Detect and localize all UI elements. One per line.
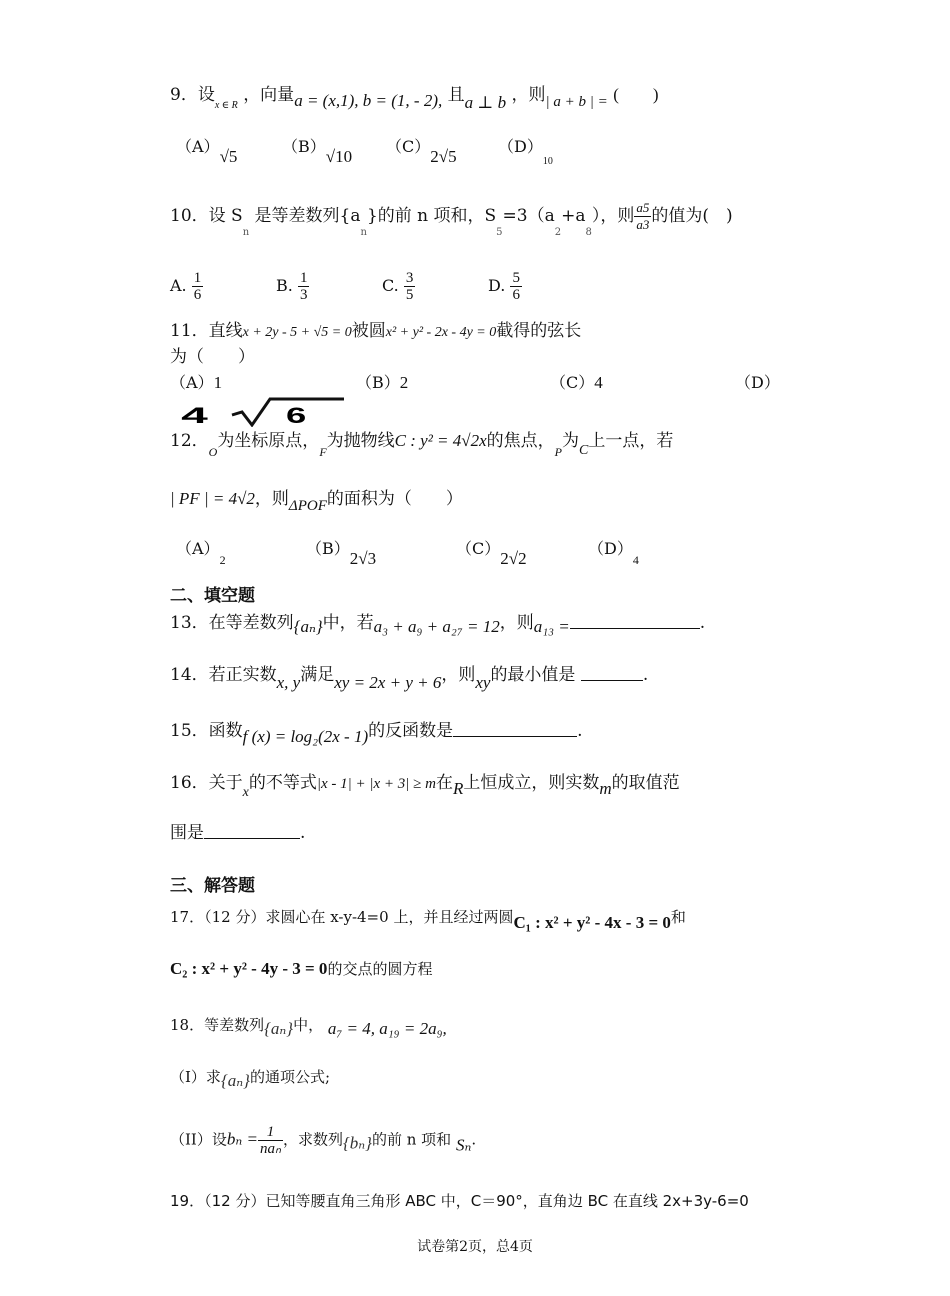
q9-expression: | a + b | =: [545, 94, 608, 110]
q11-option-d-image: [178, 395, 346, 427]
section-fill-in-heading: 二、填空题: [170, 586, 255, 606]
section-solve-heading: 三、解答题: [170, 876, 255, 896]
q11-d-four: 4: [181, 402, 208, 427]
q9-text: ，则: [511, 85, 546, 105]
q12-option-b: （B）2√3: [306, 539, 377, 568]
q9-perpendicular: a ⊥ b: [464, 93, 507, 112]
question-16: 16．关于$_x$的不等式|x - 1| + |x + 3| ≥ m在R上恒成立，则实数m的取值范: [170, 773, 680, 800]
question-9: [170, 82, 659, 119]
question-18: 18．等差数列{aₙ}中， a₇ = 4, a₁₉ = 2a₉,: [170, 1016, 447, 1038]
q9-option-a: （A）√5: [176, 137, 238, 166]
q16-answer-blank[interactable]: [204, 822, 300, 839]
q15-answer-blank[interactable]: [453, 720, 577, 737]
q11-option-c: （C）4: [550, 373, 603, 392]
q10-fraction: $\frac{a5}{a3}$: [636, 200, 650, 232]
question-10: 10．设 $S_n$ 是等差数列$\{a_n\}$的前 n 项和，$S_5=3(a_2+a_8)$，则 $\frac{a5}{a3}$ 的值为( ): [170, 200, 733, 238]
q11-option-b: （B）2: [356, 373, 409, 392]
question-11-line2: 为（ ）: [170, 347, 255, 367]
question-17: 17．（12 分）求圆心在 x-y-4=0 上，并且经过两圆C₁ : x² + y² - 4x - 3 = 0和: [170, 908, 686, 932]
q12-option-c: （C）2√2: [456, 539, 527, 568]
q10-option-d: D. $\frac{5}{6}$: [488, 270, 520, 303]
q12-option-d: $(D)_4$: [588, 539, 639, 567]
q9-text: 且: [447, 85, 465, 105]
question-19: 19．（12 分）已知等腰直角三角形 ABC 中，C＝90°，直角边 BC 在直线 2x+3y-6=0: [170, 1192, 749, 1210]
q11-d-six: 6: [286, 403, 307, 427]
question-18-part1: （I）求{aₙ}的通项公式;: [170, 1068, 330, 1090]
q9-option-c: （C）2√5: [386, 137, 457, 166]
q10-option-a: A. $\frac{1}{6}$: [170, 270, 202, 303]
question-12: 12．$_O$为坐标原点，$_F$为抛物线C : y² = 4√2x的焦点，$_P$为$_C$上一点，若: [170, 431, 674, 459]
q9-answer-paren: ( ): [613, 85, 659, 104]
question-16-line2: 围是 .: [170, 823, 306, 843]
q13-answer-blank[interactable]: [570, 612, 700, 629]
q9-condition: x ∈ R: [214, 100, 238, 111]
q12-option-a: $(A)_2$: [176, 539, 226, 567]
question-17-line2: C₂ : x² + y² - 4y - 3 = 0的交点的圆方程: [170, 959, 433, 978]
q9-vectors: a = (x,1), b = (1, - 2),: [294, 91, 443, 110]
q14-answer-blank[interactable]: [581, 664, 643, 681]
question-18-part2: （II）设bₙ = $\frac{1}{\text{naₙ}}$ ，求数列{bₙ}的前 n 项和 Sₙ.: [170, 1124, 477, 1157]
question-13: 13．在等差数列{aₙ}中，若a₃ + a₉ + a₂₇ = 12，则a₁₃ = .: [170, 613, 706, 636]
question-15: 15．函数f (x) = log₂(2x - 1)的反函数是 .: [170, 721, 583, 746]
q9-option-d: $(D)_{10}$: [498, 137, 553, 167]
q10-option-b: B. $\frac{1}{3}$: [276, 270, 308, 303]
page-footer: 试卷第2页，总4页: [417, 1239, 533, 1255]
q11-option-d: （D）: [735, 373, 780, 392]
question-12-line2: | PF | = 4√2，则ΔPOF的面积为（ ）: [170, 489, 463, 514]
q9-number: 9．设: [170, 85, 215, 105]
q9-option-b: （B）√10: [282, 137, 353, 166]
q9-text: ，向量: [243, 85, 295, 105]
q10-option-c: C. $\frac{3}{5}$: [382, 270, 414, 303]
q11-option-a: （A）1: [170, 373, 223, 392]
question-11: 11．直线x + 2y - 5 + √5 = 0被圆x² + y² - 2x - 4y = 0截得的弦长: [170, 321, 582, 341]
question-14: 14．若正实数x, y满足xy = 2x + y + 6，则xy的最小值是 .: [170, 665, 649, 692]
